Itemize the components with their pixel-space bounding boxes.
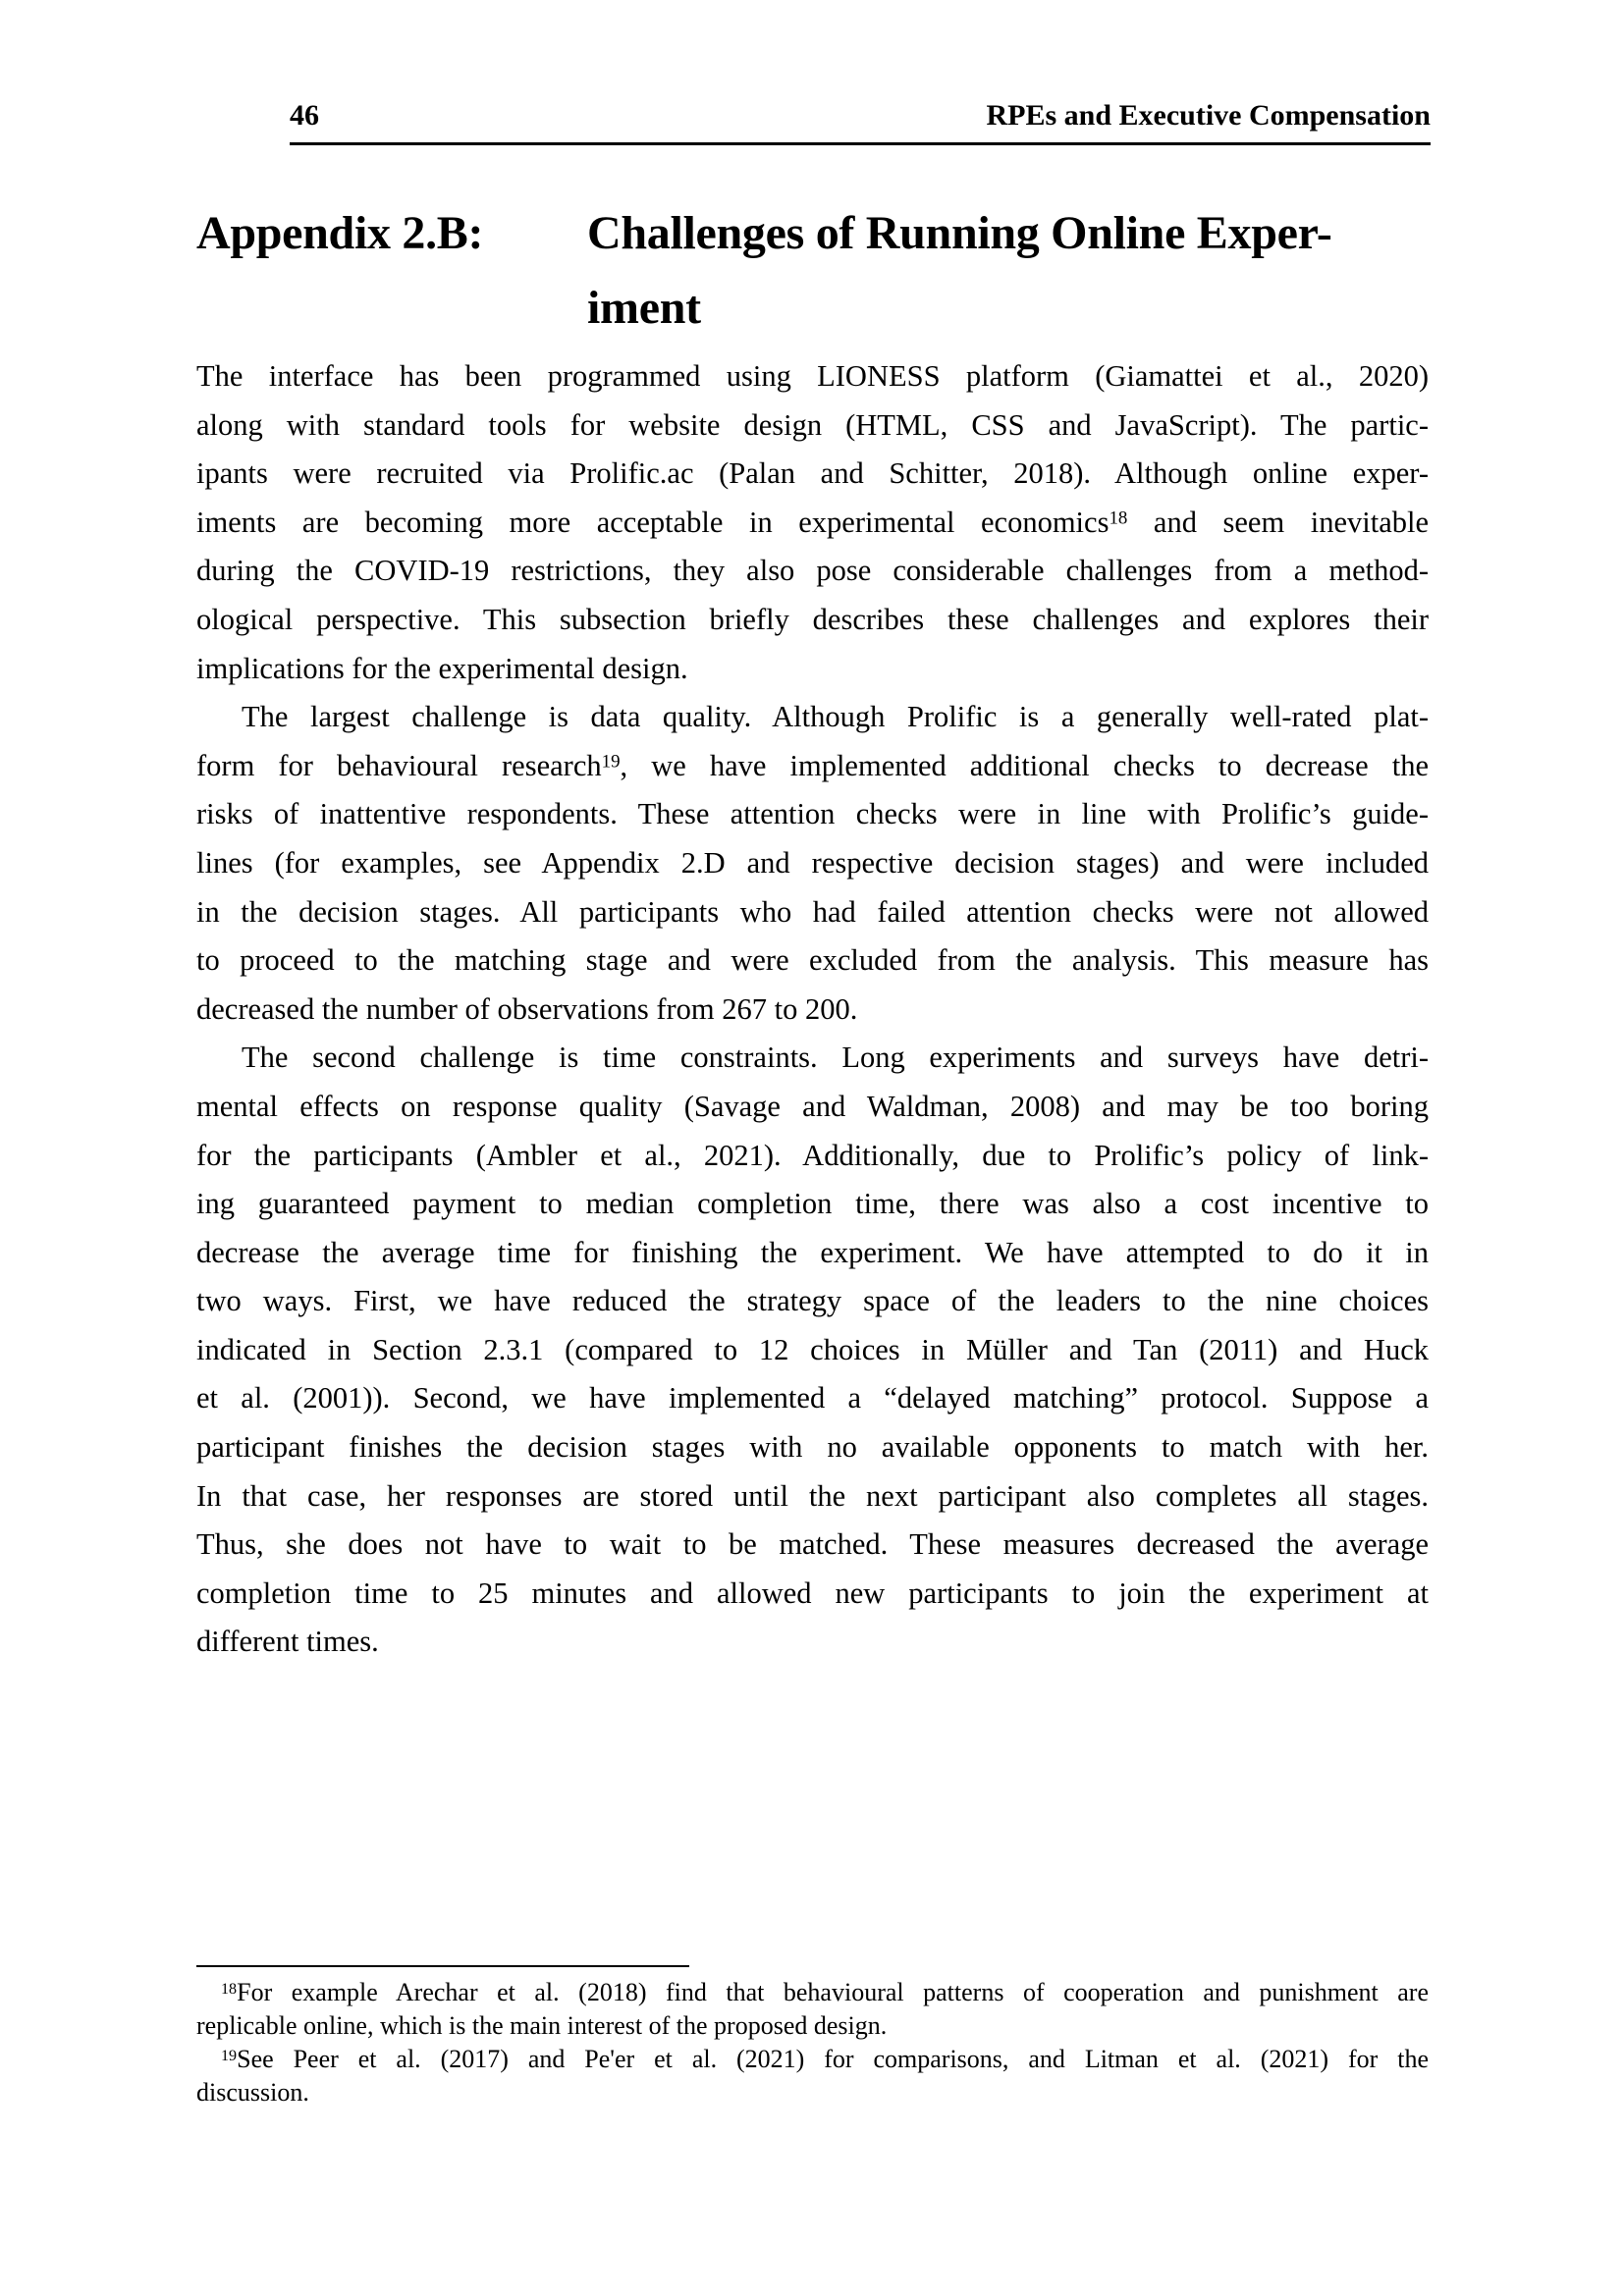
footnote-line: $^{18}$For example Arechar et al. (2018) find that behavioural patterns of cooperation and punishment are [221, 1978, 1429, 2006]
body-paragraph [196, 352, 1429, 693]
appendix-title [196, 196, 1473, 346]
paragraph-line: for the participants (Ambler et al., 2021). Additionally, due to Prolific’s policy of link- [196, 1138, 1429, 1172]
paragraph-line: lines (for examples, see Appendix 2.D and respective decision stages) and were included [196, 845, 1429, 880]
paragraph-line: ipants were recruited via Prolific.ac (Palan and Schitter, 2018). Although online exper- [196, 456, 1429, 491]
paragraph-line: participant finishes the decision stages with no available opponents to match with her. [196, 1430, 1429, 1465]
paragraph-line: ing guaranteed payment to median completion time, there was also a cost incentive to [196, 1187, 1429, 1221]
paragraph-line: Thus, she does not have to wait to be matched. These measures decreased the average [196, 1527, 1429, 1562]
footnote [196, 1976, 1429, 2043]
paragraph-line: et al. (2001)). Second, we have implemented a “delayed matching” protocol. Suppose a [196, 1381, 1429, 1415]
paragraph-line: The largest challenge is data quality. Although Prolific is a generally well-rated plat- [242, 700, 1429, 734]
running-header-title: RPEs and Executive Compensation [986, 99, 1431, 132]
header-rule [290, 142, 1431, 145]
paragraph-line: along with standard tools for website design (HTML, CSS and JavaScript). The partic- [196, 407, 1429, 442]
footnote-rule [196, 1965, 689, 1967]
body-text [196, 352, 1429, 1667]
paragraph-line: The second challenge is time constraints. Long experiments and surveys have detri- [242, 1041, 1429, 1075]
footnotes-section [196, 1965, 1429, 2109]
paragraph-line: in the decision stages. All participants who had failed attention checks were not allowed [196, 894, 1429, 929]
paragraph-line: iments are becoming more acceptable in experimental economics$^{18}$ and seem inevitable [196, 505, 1429, 539]
body-paragraph [196, 1034, 1429, 1667]
paragraph-line: ological perspective. This subsection briefly describes these challenges and explores their [196, 602, 1429, 636]
page-header [290, 98, 1431, 145]
paragraph-line: implications for the experimental design. [196, 651, 688, 685]
footnote [196, 2043, 1429, 2109]
paragraph-line: mental effects on response quality (Savage and Waldman, 2008) and may be too boring [196, 1089, 1429, 1123]
paragraph-line: different times. [196, 1625, 379, 1659]
paragraph-line: during the COVID-19 restrictions, they also pose considerable challenges from a method- [196, 554, 1429, 588]
paragraph-line: form for behavioural research$^{19}$, we have implemented additional checks to decrease the [196, 748, 1429, 782]
paragraph-line: two ways. First, we have reduced the strategy space of the leaders to the nine choices [196, 1284, 1429, 1318]
appendix-title-line: iment [587, 282, 701, 334]
paragraph-line: indicated in Section 2.3.1 (compared to 12 choices in Müller and Tan (2011) and Huck [196, 1332, 1429, 1366]
appendix-title-line: Challenges of Running Online Exper- [587, 207, 1332, 259]
paragraph-line: The interface has been programmed using LIONESS platform (Giamattei et al., 2020) [196, 359, 1429, 393]
paragraph-line: decreased the number of observations from 267 to 200. [196, 991, 858, 1026]
paragraph-line: to proceed to the matching stage and were excluded from the analysis. This measure has [196, 943, 1429, 978]
paragraph-line: risks of inattentive respondents. These attention checks were in line with Prolific’s guide- [196, 797, 1429, 831]
page-number: 46 [290, 99, 319, 132]
paragraph-line: completion time to 25 minutes and allowed new participants to join the experiment at [196, 1575, 1429, 1610]
footnote-line: $^{19}$See Peer et al. (2017) and Pe'er et al. (2021) for comparisons, and Litman et al. (2021) for the [221, 2045, 1429, 2073]
paragraph-line: In that case, her responses are stored until the next participant also completes all stages. [196, 1478, 1429, 1513]
appendix-title-label: Appendix 2.B: [196, 207, 484, 259]
footnote-line: replicable online, which is the main interest of the proposed design. [196, 2011, 888, 2040]
footnote-line: discussion. [196, 2078, 309, 2107]
paragraph-line: decrease the average time for finishing the experiment. We have attempted to do it in [196, 1235, 1429, 1269]
appendix-title-text [587, 196, 1332, 346]
body-paragraph [196, 693, 1429, 1034]
